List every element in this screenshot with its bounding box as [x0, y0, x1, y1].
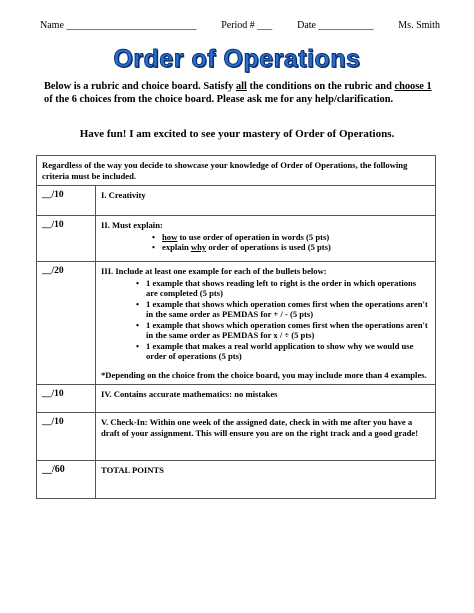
score-blank: __/10	[37, 216, 96, 262]
score-blank: __/20	[37, 262, 96, 385]
list-item: • 1 example that shows which operation comes first when the operations aren't in the same order as PEMDAS for + / - (5 pts)	[146, 299, 430, 320]
rubric-row	[37, 186, 436, 216]
rubric-preface-row	[37, 156, 436, 186]
intro-choose: choose 1	[394, 81, 432, 92]
bullet-text: to use order of operation in words (5 pts)	[177, 231, 330, 242]
list-item: • 1 example that shows reading left to right is the order in which operations are completed (5 pts)	[146, 278, 430, 299]
bullet-list	[101, 278, 430, 362]
rubric-row	[37, 216, 436, 262]
bullet-text: order of operations is used (5 pts)	[206, 242, 331, 252]
bullet-underlined: why	[190, 242, 207, 252]
period-field: Period # ___	[221, 20, 273, 31]
criterion-label: II. Must explain:	[101, 220, 163, 230]
list-item	[162, 242, 430, 253]
total-score-blank: __/60	[37, 461, 96, 499]
bullet-list	[101, 232, 430, 253]
criterion-cell	[96, 216, 436, 262]
page-title: Order of Operations	[113, 45, 361, 73]
have-fun-line: Have fun! I am excited to see your mastery of Order of Operations.	[79, 128, 395, 140]
intro-paragraph	[44, 81, 436, 106]
bullet-underlined: how	[162, 231, 178, 242]
score-blank: __/10	[37, 385, 96, 413]
list-item	[162, 232, 430, 243]
bullet-text: explain	[162, 242, 191, 252]
rubric-row	[37, 413, 436, 461]
date-field: Date ___________	[297, 20, 374, 31]
rubric-preface: Regardless of the way you decide to showcase your knowledge of Order of Operations, the following criteria must be included.	[37, 156, 436, 186]
score-blank: __/10	[37, 186, 96, 216]
name-field: Name __________________________	[40, 20, 197, 31]
rubric-table	[36, 155, 436, 499]
header-line	[40, 20, 440, 31]
total-label: TOTAL POINTS	[96, 461, 436, 499]
intro-text-1: Below is a rubric and choice board. Satisfy	[44, 81, 236, 92]
criterion-label: I. Creativity	[96, 186, 436, 216]
list-item: • 1 example that makes a real world application to show why we would use order of operations (5 pts)	[146, 341, 430, 362]
teacher-name: Ms. Smith	[398, 20, 440, 31]
rubric-row	[37, 385, 436, 413]
intro-text-3: of the 6 choices from the choice board. Please ask me for any help/clarification.	[44, 93, 394, 105]
criterion-cell	[96, 262, 436, 385]
criterion-label: V. Check-In: Within one week of the assigned date, check in with me after you have a draft of your assignment. This will ensure you are on the right track and a good grade!	[96, 413, 436, 461]
examples-note: *Depending on the choice from the choice board, you may include more than 4 examples.	[101, 369, 427, 380]
list-item: • 1 example that shows which operation comes first when the operations aren't in the same order as PEMDAS for x / ÷ (5 pts)	[146, 320, 430, 341]
intro-text-2: the conditions on the rubric and	[246, 81, 395, 92]
rubric-row	[37, 262, 436, 385]
criterion-label: III. Include at least one example for each of the bullets below:	[101, 266, 327, 276]
score-blank: __/10	[37, 413, 96, 461]
intro-all: all	[235, 81, 247, 92]
rubric-total-row	[37, 461, 436, 499]
criterion-label: IV. Contains accurate mathematics: no mistakes	[96, 385, 436, 413]
